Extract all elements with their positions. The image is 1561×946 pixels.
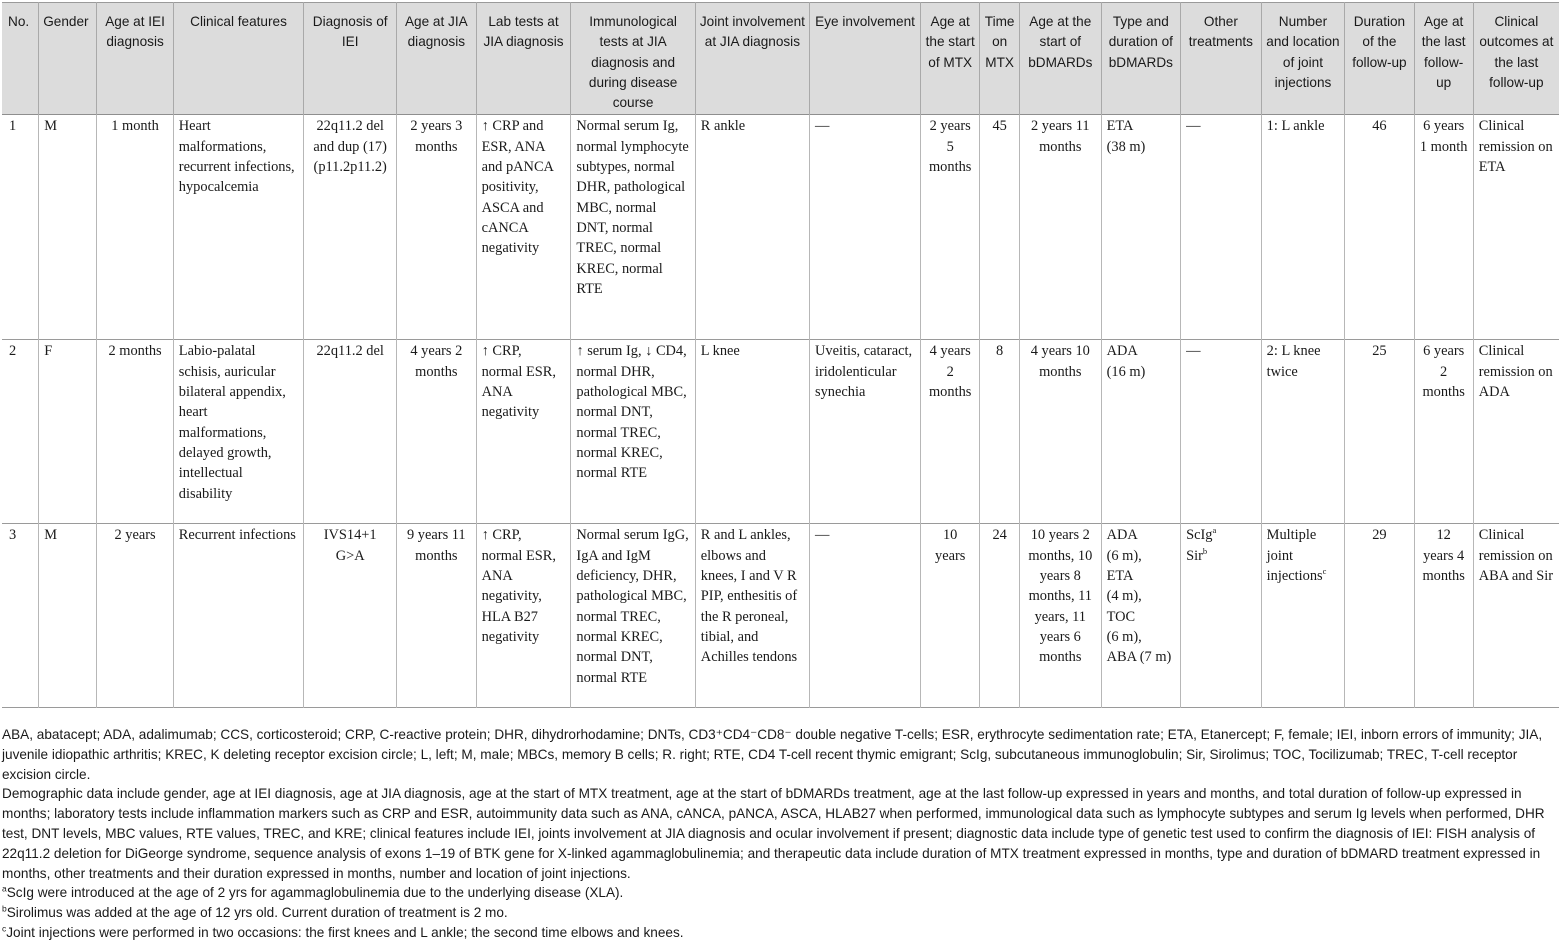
header-cell: Diagnosis of IEI [304,3,397,115]
cell-gender: M [39,524,97,708]
header-cell: Time on MTX [980,3,1020,115]
cell-time-mtx: 45 [980,115,1020,340]
cell-joint-injections [1261,524,1345,708]
cell-clinical-outcome: Clinical remission on ABA and Sir [1473,524,1559,708]
cell-immuno-tests: ↑ serum Ig, ↓ CD4, normal DHR, pathological MBC, normal DNT, normal TREC, normal KREC, normal RTE [571,340,695,524]
header-cell: Age at the start of MTX [921,3,980,115]
table-row [2,115,1559,340]
cell-follow-up-duration: 46 [1345,115,1414,340]
other-treatment-text: — [1186,343,1201,360]
header-cell: Gender [39,3,97,115]
cell-gender: M [39,115,97,340]
cell-clinical-features: Recurrent infections [173,524,304,708]
cell-clinical-outcome: Clinical remission on ADA [1473,340,1559,524]
cell-joint-involvement: R ankle [695,115,809,340]
cell-joint-injections [1261,340,1345,524]
cell-eye-involvement: — [809,524,920,708]
cell-eye-involvement: Uveitis, cataract, iridolenticular synechia [809,340,920,524]
cell-age-iei: 2 months [97,340,173,524]
header-cell: Lab tests at JIA diagnosis [476,3,571,115]
cell-immuno-tests: Normal serum Ig, normal lymphocyte subtypes, normal DHR, pathological MBC, normal DNT, normal TREC, normal KREC, normal RTE [571,115,695,340]
header-cell: Type and duration of bDMARDs [1101,3,1181,115]
cell-age-jia: 4 years 2 months [397,340,477,524]
cell-no: 2 [2,340,39,524]
cell-lab-tests: ↑ CRP and ESR, ANA and pANCA positivity, ASCA and cANCA negativity [476,115,571,340]
cell-bdmards: ADA (16 m) [1101,340,1181,524]
header-cell: Immunological tests at JIA diagnosis and during disease course [571,3,695,115]
cell-no: 3 [2,524,39,708]
cell-age-last-follow-up: 12 years 4 months [1414,524,1473,708]
cell-clinical-features: Heart malformations, recurrent infections, hypocalcemia [173,115,304,340]
header-cell: Age at IEI diagnosis [97,3,173,115]
footnote-text: ScIg were introduced at the age of 2 yrs for agammaglobulinemia due to the underlying disease (XLA). [6,885,624,901]
cell-age-mtx: 2 years 5 months [921,115,980,340]
footnote-mark: b [1202,545,1208,556]
table-header-row [2,3,1559,115]
patients-table [2,2,1559,708]
cell-joint-involvement: L knee [695,340,809,524]
cell-follow-up-duration: 29 [1345,524,1414,708]
footnote-mark: a [1212,525,1217,536]
footnote-mark: a [2,883,7,894]
cell-other-treatments [1181,340,1262,524]
header-cell: Duration of the follow-up [1345,3,1414,115]
cell-age-jia: 2 years 3 months [397,115,477,340]
cell-joint-involvement: R and L ankles, elbows and knees, I and V R PIP, enthesitis of the R peroneal, tibial, and Achilles tendons [695,524,809,708]
table-row [2,524,1559,708]
cell-time-mtx: 24 [980,524,1020,708]
cell-diagnosis: 22q11.2 del [304,340,397,524]
cell-age-mtx: 10 years [921,524,980,708]
cell-eye-involvement: — [809,115,920,340]
cell-age-mtx: 4 years 2 months [921,340,980,524]
injections-text: 2: L knee twice [1266,343,1321,380]
injections-text: Multiple joint injections [1266,527,1323,585]
cell-no: 1 [2,115,39,340]
footnote-b [2,903,1558,923]
other-treatment-text: — [1186,118,1201,135]
cell-time-mtx: 8 [980,340,1020,524]
other-treatment-text: ScIg [1186,527,1213,544]
cell-gender: F [39,340,97,524]
header-cell: Age at the start of bDMARDs [1020,3,1102,115]
cell-immuno-tests: Normal serum IgG, IgA and IgM deficiency, DHR, pathological MBC, normal TREC, normal KREC, normal DNT, normal RTE [571,524,695,708]
header-cell: Eye involvement [809,3,920,115]
header-cell: Age at the last follow-up [1414,3,1473,115]
header-cell: Age at JIA diagnosis [397,3,477,115]
abbreviations-note: ABA, abatacept; ADA, adalimumab; CCS, corticosteroid; CRP, C-reactive protein; DHR, dihydrorhodamine; DNTs, CD3⁺CD4⁻CD8⁻ double negative T-cells; ESR, erythrocyte sedimentation rate; ETA, Etanercept; F, female; IEI, inborn errors of immunity; JIA, juvenile idiopathic arthritis; KREC, K deleting receptor excision circle; L, left; M, male; MBCs, memory B cells; R. right; RTE, CD4 T-cell recent thymic emigrant; ScIg, subcutaneous immunoglobulin; Sir, Sirolimus; TOC, Tocilizumab; TREC, T-cell receptor excision circle. [2,727,1543,782]
footnote-text: Joint injections were performed in two occasions: the first knees and L ankle; the second time elbows and knees. [6,924,684,940]
cell-age-iei: 2 years [97,524,173,708]
header-cell: No. [2,3,39,115]
cell-age-bdmards: 2 years 11 months [1020,115,1102,340]
cell-follow-up-duration: 25 [1345,340,1414,524]
other-treatment-text: Sir [1186,547,1203,564]
footnote-mark: b [2,903,7,914]
footnote-mark: c [2,923,7,934]
cell-clinical-features: Labio-palatal schisis, auricular bilateral appendix, heart malformations, delayed growth, intellectual disability [173,340,304,524]
cell-diagnosis: IVS14+1 G>A [304,524,397,708]
footnote-c [2,923,1558,943]
header-cell: Joint involvement at JIA diagnosis [695,3,809,115]
cell-bdmards: ETA (38 m) [1101,115,1181,340]
header-cell: Number and location of joint injections [1261,3,1345,115]
cell-bdmards: ADA (6 m), ETA (4 m), TOC (6 m), ABA (7 m) [1101,524,1181,708]
cell-lab-tests: ↑ CRP, normal ESR, ANA negativity [476,340,571,524]
cell-other-treatments [1181,115,1262,340]
footnote-text: Sirolimus was added at the age of 12 yrs old. Current duration of treatment is 2 mo. [6,905,508,921]
header-cell: Other treatments [1181,3,1262,115]
injections-text: 1: L ankle [1266,118,1325,135]
table-row [2,340,1559,524]
cell-diagnosis: 22q11.2 del and dup (17) (p11.2p11.2) [304,115,397,340]
header-cell: Clinical outcomes at the last follow-up [1473,3,1559,115]
demographic-note: Demographic data include gender, age at IEI diagnosis, age at JIA diagnosis, age at the start of MTX treatment, age at the start of bDMARDs treatment, age at the last follow-up expressed in years and months, and total duration of follow-up expressed in months; laboratory tests include inflammation markers such as CRP and ESR, autoimmunity data such as ANA, cANCA, pANCA, ASCA, HLAB27 when performed, immunological data such as lymphocyte subtypes and serum Ig levels when performed, DHR test, DNT levels, MBC values, RTE values, TREC, and KRE; clinical features include IEI, joints involvement at JIA diagnosis and ocular involvement if present; diagnostic data include type of genetic test used to confirm the diagnosis of IEI: FISH analysis of 22q11.2 deletion for DiGeorge syndrome, sequence analysis of exons 1–19 of BTK gene for X-linked agammaglobulinemia; and therapeutic data include duration of MTX treatment expressed in months, type and duration of bDMARD treatment expressed in months, other treatments and their duration expressed in months, number and location of joint injections. [2,786,1545,881]
cell-joint-injections [1261,115,1345,340]
cell-age-last-follow-up: 6 years 1 month [1414,115,1473,340]
cell-age-bdmards: 10 years 2 months, 10 years 8 months, 11 years, 11 years 6 months [1020,524,1102,708]
table-footnotes [2,725,1558,943]
cell-clinical-outcome: Clinical remission on ETA [1473,115,1559,340]
cell-age-last-follow-up: 6 years 2 months [1414,340,1473,524]
header-cell: Clinical features [173,3,304,115]
cell-other-treatments [1181,524,1262,708]
footnote-a [2,883,1558,903]
cell-age-bdmards: 4 years 10 months [1020,340,1102,524]
cell-lab-tests: ↑ CRP, normal ESR, ANA negativity, HLA B27 negativity [476,524,571,708]
cell-age-iei: 1 month [97,115,173,340]
footnote-mark: c [1322,566,1327,577]
cell-age-jia: 9 years 11 months [397,524,477,708]
